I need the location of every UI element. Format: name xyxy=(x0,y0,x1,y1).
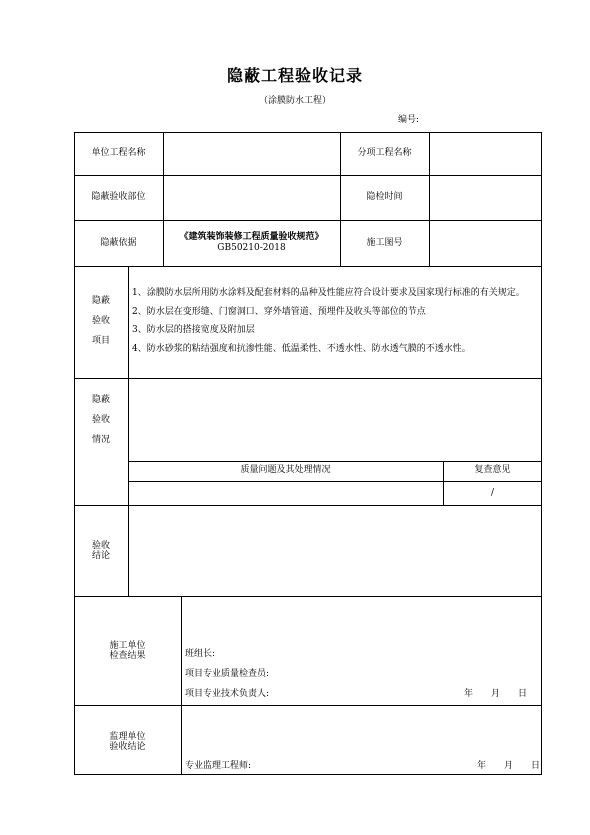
document-number-label: 编号: xyxy=(398,115,420,125)
supervision-date: 年 月 日 xyxy=(477,761,541,771)
situation-label-line: 隐蔽 xyxy=(91,395,110,405)
basis-label: 隐蔽依据 xyxy=(100,238,137,248)
supervisor-label: 专业监理工程师: xyxy=(185,761,252,771)
construction-date: 年 月 日 xyxy=(464,689,528,699)
situation-label-line: 情况 xyxy=(91,435,110,445)
technical-leader-label: 项目专业技术负责人: xyxy=(185,689,270,699)
sub-project-label: 分项工程名称 xyxy=(357,148,412,158)
situation-label xyxy=(74,396,128,445)
construction-unit-label-line: 施工单位 xyxy=(109,641,146,651)
quality-issues-header: 质量问题及其处理情况 xyxy=(240,465,331,475)
hidden-part-label: 隐蔽验收部位 xyxy=(91,192,146,202)
inspection-item: 1、涂膜防水层所用防水涂料及配套材料的品种及性能应符合设计要求及国家现行标准的有关规定。 xyxy=(132,288,525,298)
team-leader-label: 班组长: xyxy=(185,649,216,659)
inspection-item: 2、防水层在变形缝、门窗洞口、穿外墙管道、预埋件及收头等部位的节点 xyxy=(132,307,426,317)
unit-project-label: 单位工程名称 xyxy=(91,148,146,158)
items-label-line: 验收 xyxy=(91,316,110,326)
column-divider xyxy=(181,596,182,775)
basis-standard-name: 《建筑装饰装修工程质量验收规范》 xyxy=(179,232,324,242)
row-divider xyxy=(128,481,542,482)
conclusion-label-line: 验收 xyxy=(91,541,110,551)
row-divider xyxy=(74,505,542,506)
inspection-item: 4、防水砂浆的粘结强度和抗渗性能、低温柔性、不透水性、防水透气膜的不透水性。 xyxy=(132,344,471,354)
row-divider xyxy=(74,378,542,379)
document-title: 隐蔽工程验收记录 xyxy=(226,66,363,85)
drawing-number-label: 施工图号 xyxy=(366,238,403,248)
items-label-line: 项目 xyxy=(91,336,110,346)
row-divider xyxy=(74,266,542,267)
check-time-label: 隐检时间 xyxy=(366,192,403,202)
items-label-line: 隐蔽 xyxy=(91,296,110,306)
recheck-value: / xyxy=(490,488,495,498)
conclusion-label xyxy=(74,542,128,561)
recheck-header: 复查意见 xyxy=(474,465,511,475)
construction-unit-label-line: 检查结果 xyxy=(109,651,146,661)
supervision-unit-label-line: 监理单位 xyxy=(109,732,146,742)
document-subtitle: （涂膜防水工程） xyxy=(258,96,331,106)
items-label xyxy=(74,297,128,346)
conclusion-label-line: 结论 xyxy=(91,551,110,561)
row-divider xyxy=(74,220,542,221)
row-divider xyxy=(74,596,542,597)
record-table xyxy=(74,132,542,775)
situation-label-line: 验收 xyxy=(91,415,110,425)
column-divider xyxy=(128,266,129,596)
row-divider xyxy=(128,461,542,462)
row-divider xyxy=(74,705,542,706)
supervision-unit-label xyxy=(74,733,181,752)
supervision-unit-label-line: 验收结论 xyxy=(109,742,146,752)
column-divider xyxy=(429,132,430,266)
quality-inspector-label: 项目专业质量检查员: xyxy=(185,669,270,679)
row-divider xyxy=(74,175,542,176)
basis-standard-code: GB50210-2018 xyxy=(217,243,286,253)
inspection-item: 3、防水层的搭接宽度及附加层 xyxy=(132,325,255,335)
construction-unit-label xyxy=(74,642,181,661)
